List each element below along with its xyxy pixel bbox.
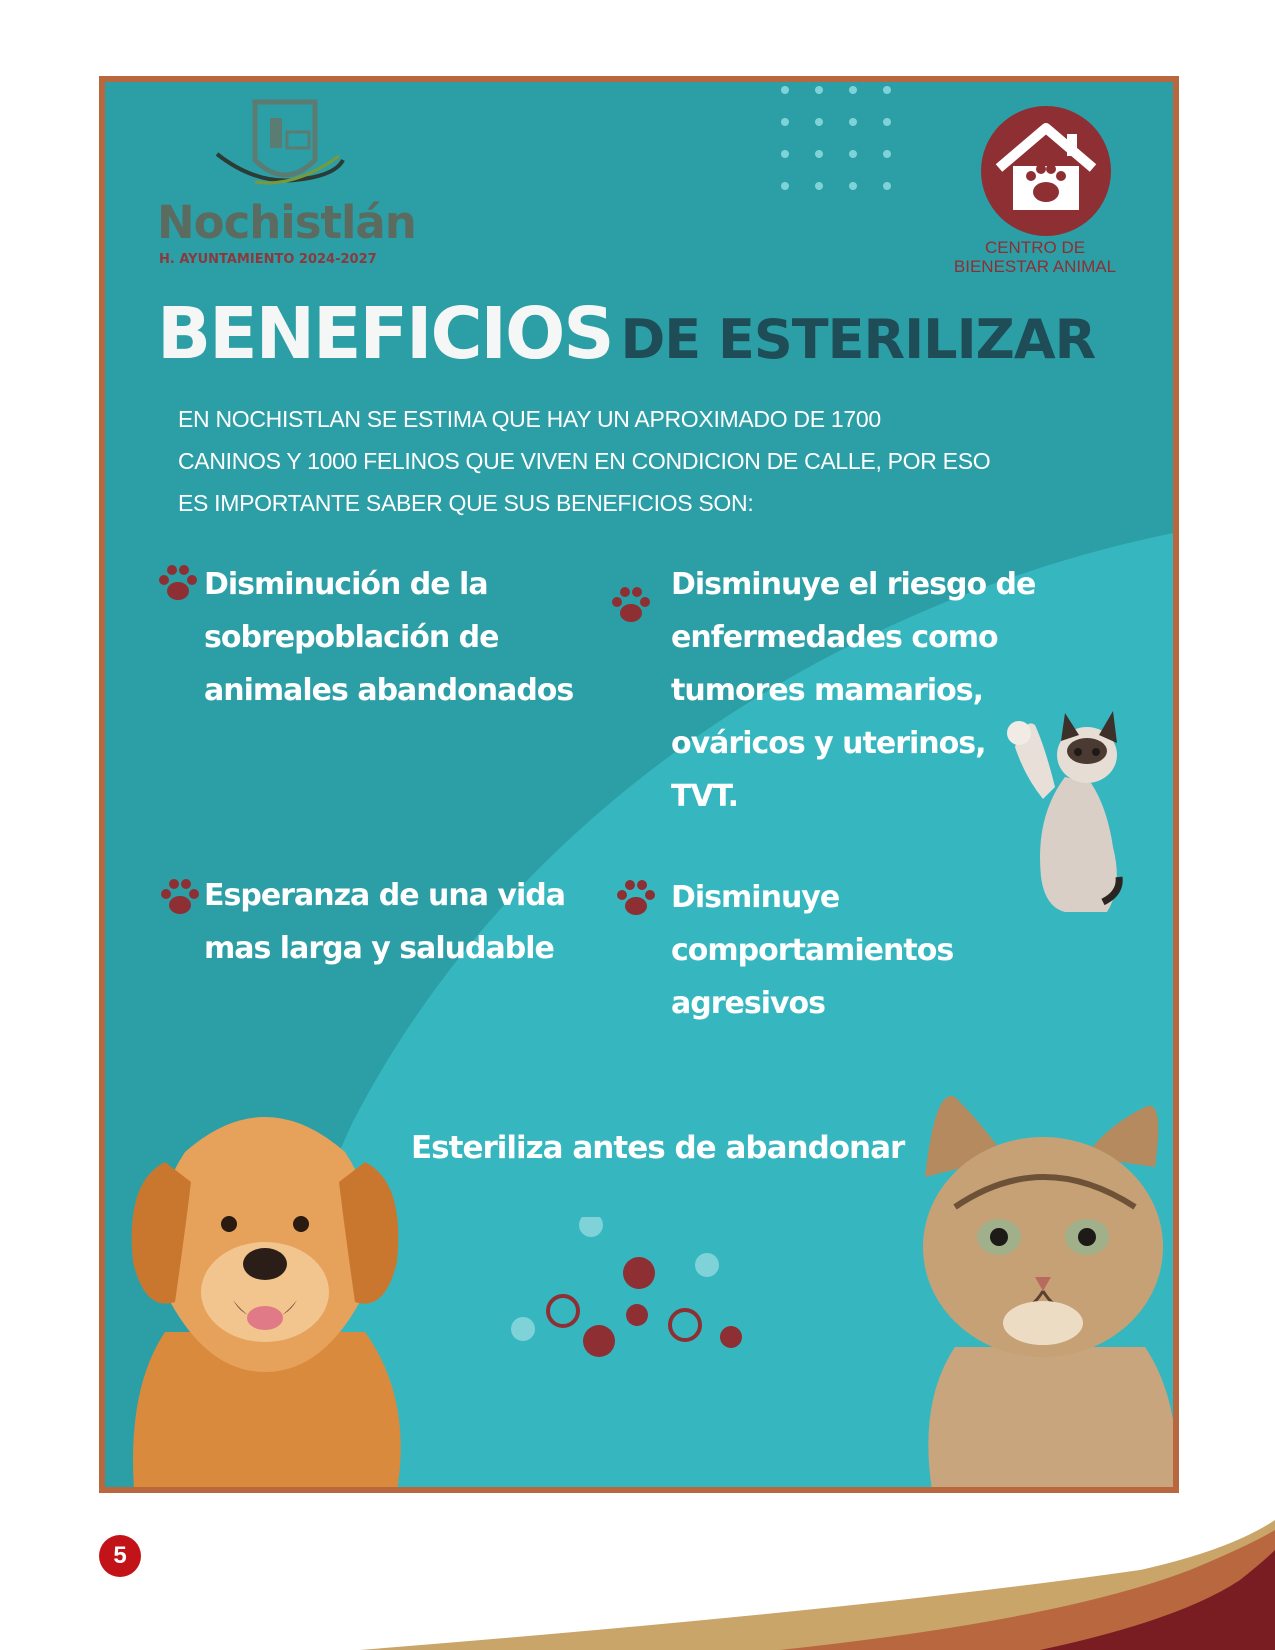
benefit-line: Disminuye	[671, 880, 840, 915]
intro-line: CANINOS Y 1000 FELINOS QUE VIVEN EN CONDICION DE CALLE, POR ESO	[178, 448, 991, 474]
benefit-item	[204, 869, 565, 975]
poster	[99, 76, 1179, 1493]
dots-grid	[775, 86, 915, 196]
nochistlan-logo	[157, 98, 417, 268]
logo-text-line2: BIENESTAR ANIMAL	[953, 257, 1117, 276]
benefit-line: sobrepoblación de	[204, 620, 499, 655]
paw-icon	[608, 582, 654, 628]
paw-icon	[157, 874, 203, 920]
benefit-item	[204, 558, 573, 717]
benefit-item	[671, 558, 1035, 823]
intro-line: EN NOCHISTLAN SE ESTIMA QUE HAY UN APROXIMADO DE 1700	[178, 406, 881, 432]
intro-line: ES IMPORTANTE SABER QUE SUS BENEFICIOS SON:	[178, 490, 754, 516]
logo-text-line1: CENTRO DE	[984, 238, 1086, 257]
title-main: BENEFICIOS	[157, 292, 613, 375]
benefit-line: agresivos	[671, 986, 826, 1021]
title-sub: DE ESTERILIZAR	[620, 308, 1096, 371]
benefit-line: Esperanza de una vida	[204, 878, 565, 913]
benefit-line: Disminuye el riesgo de	[671, 567, 1036, 602]
benefit-item	[671, 871, 953, 1030]
logo-subtitle: H. AYUNTAMIENTO 2024-2027	[159, 252, 377, 267]
dog-photo	[125, 1092, 405, 1493]
cat-photo	[995, 707, 1125, 917]
intro-paragraph	[178, 398, 1078, 524]
benefit-line: enfermedades como	[671, 620, 998, 655]
house-paw-icon	[981, 106, 1111, 236]
crest-icon	[215, 98, 345, 198]
cat-photo	[895, 1087, 1179, 1493]
benefit-line: animales abandonados	[204, 673, 574, 708]
benefit-line: comportamientos	[671, 933, 954, 968]
paw-icon	[155, 560, 201, 606]
benefit-line: tumores mamarios,	[671, 673, 983, 708]
logo-text	[935, 238, 1135, 276]
benefit-line: TVT.	[671, 779, 738, 814]
benefit-line: ováricos y uterinos,	[671, 726, 986, 761]
decorative-dots	[505, 1217, 765, 1377]
bienestar-animal-logo	[935, 96, 1135, 276]
logo-circle	[981, 106, 1111, 236]
paw-icon	[613, 875, 659, 921]
decorative-swoosh	[360, 1520, 1275, 1650]
slogan: Esteriliza antes de abandonar	[411, 1130, 905, 1166]
logo-title: Nochistlán	[157, 196, 416, 249]
page-number: 5	[99, 1535, 141, 1577]
page-title	[157, 292, 1095, 375]
benefit-line: Disminución de la	[204, 567, 488, 602]
benefit-line: mas larga y saludable	[204, 931, 554, 966]
